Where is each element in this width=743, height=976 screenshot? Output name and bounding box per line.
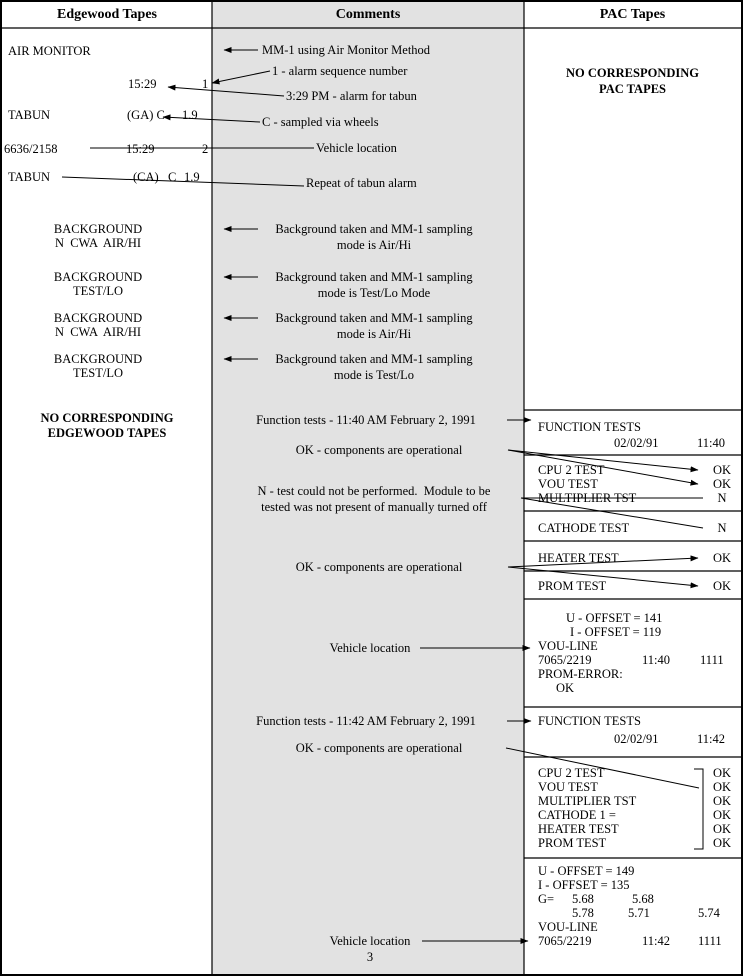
cathode-test-value: N xyxy=(717,521,727,535)
background-entry-4-line-2: TEST/LO xyxy=(73,366,123,380)
comment-sampled-via-wheels: C - sampled via wheels xyxy=(262,115,379,129)
comment-function-tests-1140: Function tests - 11:40 AM February 2, 1991 xyxy=(256,413,476,427)
background-entry-2-line-2: TEST/LO xyxy=(73,284,123,298)
no-corresponding-pac-line-2: PAC TAPES xyxy=(598,82,667,96)
test-row-value: OK xyxy=(712,836,732,850)
cathode-test-label: CATHODE TEST xyxy=(538,521,630,535)
function-tests-2-time: 11:42 xyxy=(697,732,726,746)
air-monitor-label: AIR MONITOR xyxy=(8,44,91,58)
vou-1-id: 7065/2219 xyxy=(538,653,592,667)
test-row-label: VOU TEST xyxy=(538,477,598,491)
vou-2-code: 1111 xyxy=(698,934,722,948)
comment-background-2-line-1: Background taken and MM-1 sampling xyxy=(275,270,473,284)
g-value: 5.71 xyxy=(628,906,650,920)
test-row-label: PROM TEST xyxy=(538,836,607,850)
prom-test-value: OK xyxy=(712,579,732,593)
column-header-comments: Comments xyxy=(335,7,401,22)
u-offset-2: U - OFFSET = 149 xyxy=(538,864,635,878)
test-row-label: CPU 2 TEST xyxy=(538,766,605,780)
test-row-value: OK xyxy=(712,822,732,836)
page-number: 3 xyxy=(366,950,374,964)
test-row-value: OK xyxy=(712,766,732,780)
test-row-value: OK xyxy=(712,780,732,794)
alarm1-sequence-number: 1 xyxy=(202,77,209,91)
comment-n-test-line-2: tested was not present of manually turned off xyxy=(261,500,487,514)
test-row-label: MULTIPLIER TST xyxy=(538,491,637,505)
tabun1-value: 1.9 xyxy=(182,108,198,122)
heater-test-label: HEATER TEST xyxy=(538,551,619,565)
comment-ok-components-1: OK - components are operational xyxy=(295,443,463,457)
tabun2-value: 1.9 xyxy=(184,170,200,184)
test-row-value: OK xyxy=(712,794,732,808)
function-tests-1-title: FUNCTION TESTS xyxy=(538,420,641,434)
comment-function-tests-1142: Function tests - 11:42 AM February 2, 1991 xyxy=(256,714,476,728)
prom-test-label: PROM TEST xyxy=(538,579,607,593)
no-corresponding-edgewood-line-2: EDGEWOOD TAPES xyxy=(47,426,167,440)
comment-background-3-line-1: Background taken and MM-1 sampling xyxy=(275,311,473,325)
vehicle-id: 6636/2158 xyxy=(4,142,58,156)
tabun2-code: (CA) xyxy=(133,170,159,184)
function-tests-2-date: 02/02/91 xyxy=(614,732,659,746)
test-row-label: HEATER TEST xyxy=(538,822,619,836)
background-entry-1-line-1: BACKGROUND xyxy=(53,222,143,236)
g-value: 5.78 xyxy=(572,906,594,920)
no-corresponding-edgewood-line-1: NO CORRESPONDING xyxy=(40,411,174,425)
comment-mm1-method: MM-1 using Air Monitor Method xyxy=(262,43,431,57)
test-row-label: CPU 2 TEST xyxy=(538,463,605,477)
comment-alarm-time: 3:29 PM - alarm for tabun xyxy=(286,89,417,103)
tabun1-name: TABUN xyxy=(8,108,51,122)
comment-vehicle-location-2: Vehicle location xyxy=(329,641,411,655)
tabun1-code: (GA) C xyxy=(127,108,165,122)
background-entry-1-line-2: N CWA AIR/HI xyxy=(54,236,142,250)
no-corresponding-pac-line-1: NO CORRESPONDING xyxy=(566,66,699,80)
alarm1-time: 15:29 xyxy=(128,77,157,91)
column-header-pac: PAC Tapes xyxy=(599,7,666,22)
comment-vehicle-location-3: Vehicle location xyxy=(329,934,411,948)
g-value: 5.68 xyxy=(632,892,654,906)
background-entry-4-line-1: BACKGROUND xyxy=(53,352,143,366)
background-entry-3-line-2: N CWA AIR/HI xyxy=(54,325,142,339)
test-row-label: CATHODE 1 = xyxy=(538,808,616,822)
vou-1-code: 1111 xyxy=(700,653,724,667)
comment-background-2-line-2: mode is Test/Lo Mode xyxy=(317,286,431,300)
comment-background-1-line-1: Background taken and MM-1 sampling xyxy=(275,222,473,236)
g-value: 5.68 xyxy=(572,892,594,906)
comment-background-4-line-1: Background taken and MM-1 sampling xyxy=(275,352,473,366)
comment-ok-components-2: OK - components are operational xyxy=(295,560,463,574)
vou-line-label-2: VOU-LINE xyxy=(538,920,598,934)
tabun2-name: TABUN xyxy=(8,170,51,184)
comment-ok-components-3: OK - components are operational xyxy=(295,741,463,755)
comment-alarm-sequence: 1 - alarm sequence number xyxy=(272,64,408,78)
i-offset-1: I - OFFSET = 119 xyxy=(570,625,662,639)
comment-repeat-tabun-alarm: Repeat of tabun alarm xyxy=(306,176,417,190)
background-entry-2-line-1: BACKGROUND xyxy=(53,270,143,284)
comment-background-1-line-2: mode is Air/Hi xyxy=(336,238,412,252)
vou-2-time: 11:42 xyxy=(642,934,671,948)
comment-n-test-line-1: N - test could not be performed. Module to be xyxy=(257,484,491,498)
column-header-edgewood: Edgewood Tapes xyxy=(57,7,157,22)
g-value: 5.74 xyxy=(698,906,720,920)
vehicle-time: 15:29 xyxy=(126,142,155,156)
u-offset-1: U - OFFSET = 141 xyxy=(566,611,663,625)
prom-error-label: PROM-ERROR: xyxy=(538,667,623,681)
comment-background-3-line-2: mode is Air/Hi xyxy=(336,327,412,341)
comment-background-4-line-2: mode is Test/Lo xyxy=(333,368,415,382)
test-row-value: OK xyxy=(712,808,732,822)
function-tests-1-time: 11:40 xyxy=(697,436,726,450)
comment-vehicle-location-1: Vehicle location xyxy=(316,141,397,155)
vou-1-time: 11:40 xyxy=(642,653,671,667)
test-row-value: OK xyxy=(712,463,732,477)
test-row-label: VOU TEST xyxy=(538,780,598,794)
test-row-value: OK xyxy=(712,477,732,491)
i-offset-2: I - OFFSET = 135 xyxy=(538,878,630,892)
vou-line-label-1: VOU-LINE xyxy=(538,639,598,653)
function-tests-1-date: 02/02/91 xyxy=(614,436,659,450)
vou-2-id: 7065/2219 xyxy=(538,934,592,948)
test-row-value: N xyxy=(717,491,727,505)
prom-error-value: OK xyxy=(556,681,575,695)
g-label: G= xyxy=(538,892,555,906)
function-tests-2-title: FUNCTION TESTS xyxy=(538,714,641,728)
heater-test-value: OK xyxy=(712,551,732,565)
background-entry-3-line-1: BACKGROUND xyxy=(53,311,143,325)
tabun2-c: C xyxy=(168,170,177,184)
vehicle-sequence-number: 2 xyxy=(202,142,209,156)
test-row-label: MULTIPLIER TST xyxy=(538,794,637,808)
